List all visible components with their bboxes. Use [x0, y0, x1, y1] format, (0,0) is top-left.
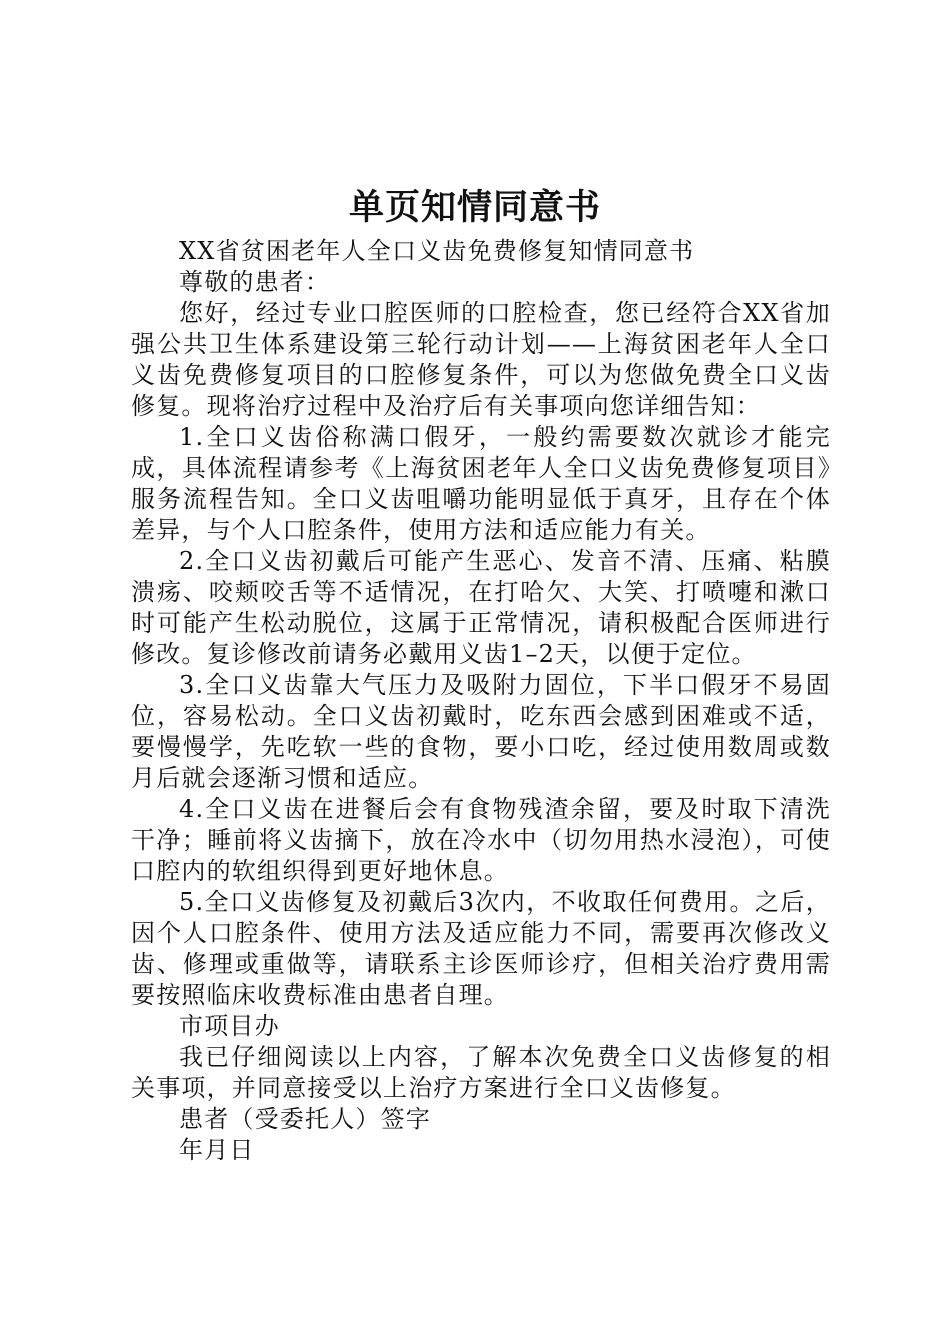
item-5-paragraph: 5.全口义齿修复及初戴后3次内，不收取任何费用。之后，因个人口腔条件、使用方法及适应能力不同，需要再次修改义齿、修理或重做等，请联系主诊医师诊疗，但相关治疗费用需要按照临床收费标准由患者自理。	[131, 888, 831, 1009]
issuer-paragraph: 市项目办	[179, 1012, 280, 1040]
document-body	[131, 236, 831, 1166]
document-title: 单页知情同意书	[348, 187, 601, 228]
consent-paragraph: 我已仔细阅读以上内容，了解本次免费全口义齿修复的相关事项，并同意接受以上治疗方案进行全口义齿修复。	[131, 1043, 831, 1102]
date-line: 年月日	[179, 1136, 255, 1164]
intro-paragraph: 您好，经过专业口腔医师的口腔检查，您已经符合XX省加强公共卫生体系建设第三轮行动计划——上海贫困老年人全口义齿免费修复项目的口腔修复条件，可以为您做免费全口义齿修复。现将治疗过程中及治疗后有关事项向您详细告知：	[131, 299, 831, 420]
item-1-paragraph: 1.全口义齿俗称满口假牙，一般约需要数次就诊才能完成，具体流程请参考《上海贫困老年人全口义齿免费修复项目》服务流程告知。全口义齿咀嚼功能明显低于真牙，且存在个体差异，与个人口腔条件，使用方法和适应能力有关。	[131, 423, 831, 544]
item-2-paragraph: 2.全口义齿初戴后可能产生恶心、发音不清、压痛、粘膜溃疡、咬颊咬舌等不适情况，在打哈欠、大笑、打喷嚏和漱口时可能产生松动脱位，这属于正常情况，请积极配合医师进行修改。复诊修改前请务必戴用义齿1–2天，以便于定位。	[131, 547, 831, 668]
subtitle-paragraph: XX省贫困老年人全口义齿免费修复知情同意书	[179, 237, 695, 265]
signature-line: 患者（受委托人）签字	[179, 1105, 431, 1133]
salutation-paragraph: 尊敬的患者：	[179, 268, 331, 296]
item-4-paragraph: 4.全口义齿在进餐后会有食物残渣余留，要及时取下清洗干净；睡前将义齿摘下，放在冷水中（切勿用热水浸泡），可使口腔内的软组织得到更好地休息。	[131, 795, 831, 885]
item-3-paragraph: 3.全口义齿靠大气压力及吸附力固位，下半口假牙不易固位，容易松动。全口义齿初戴时，吃东西会感到困难或不适，要慢慢学，先吃软一些的食物，要小口吃，经过使用数周或数月后就会逐渐习惯和适应。	[131, 671, 831, 792]
